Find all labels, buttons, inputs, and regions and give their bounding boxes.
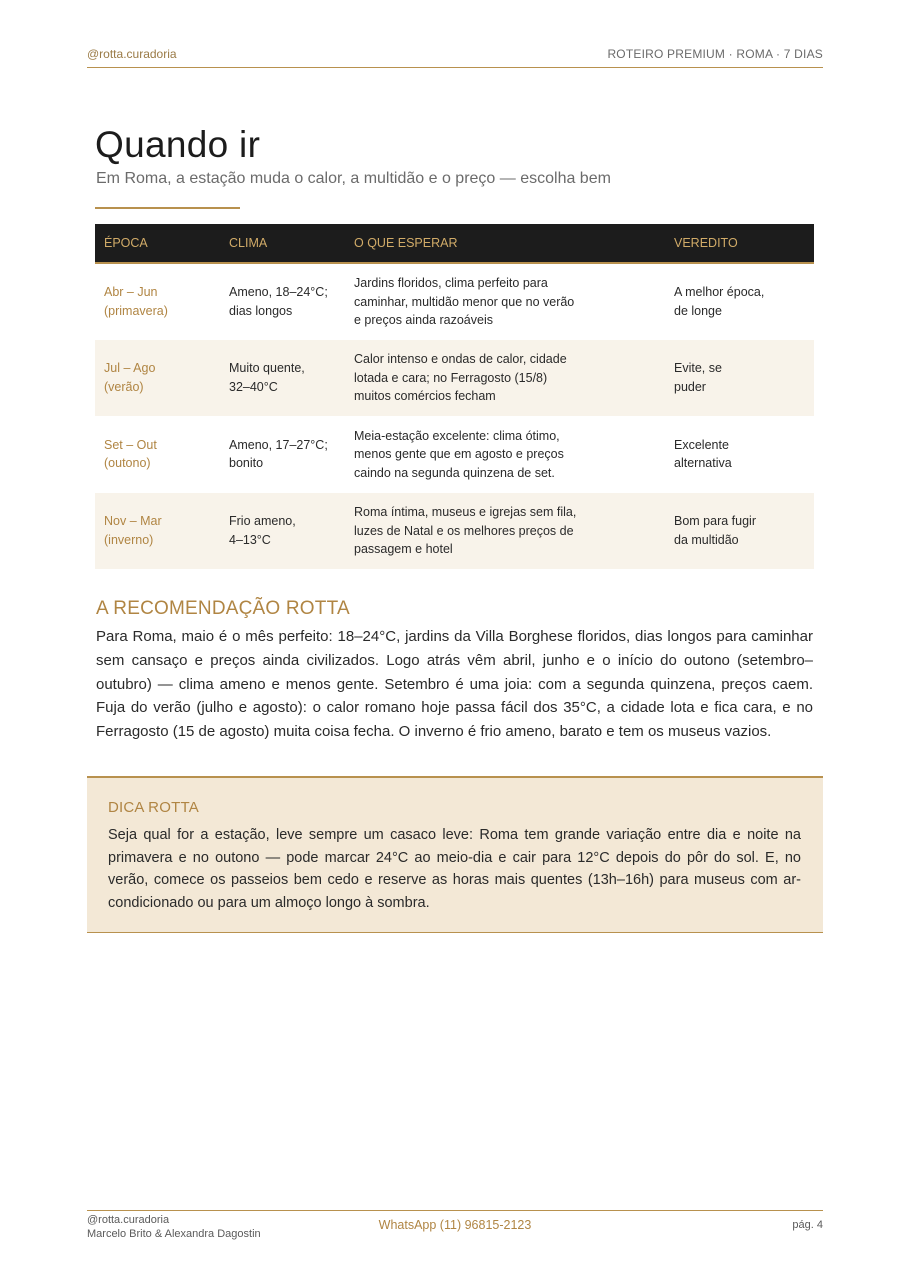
recommendation-title: A RECOMENDAÇÃO ROTTA <box>96 598 350 619</box>
expect-cell: Calor intenso e ondas de calor, cidade lotada e cara; no Ferragosto (15/8) muitos comércios fecham <box>345 340 665 417</box>
col-header-climate: CLIMA <box>220 224 345 263</box>
recommendation-text: Para Roma, maio é o mês perfeito: 18–24°C, jardins da Villa Borghese floridos, dias longos para caminhar sem cansaço e preços ainda civilizados. Logo atrás vêm abril, junho e o início do outono (setembro–outubro) — clima ameno e menos gente. Setembro é uma joia: com a segunda quinzena, preços caem. Fuja do verão (julho e agosto): o calor romano hoje passa fácil dos 35°C, a cidade lota e fica cara, e no Ferragosto (15 de agosto) muita coisa fecha. O inverno é frio ameno, barato e tem os museus vazios. <box>96 628 813 741</box>
page-subtitle: Em Roma, a estação muda o calor, a multidão e o preço — escolha bem <box>96 170 611 187</box>
footer-handle: @rotta.curadoria <box>87 1214 170 1226</box>
page-header <box>87 46 823 68</box>
climate-cell: Ameno, 17–27°C; bonito <box>220 416 345 493</box>
table-row <box>95 493 814 570</box>
expect-cell: Jardins floridos, clima perfeito para caminhar, multidão menor que no verão e preços ainda razoáveis <box>345 263 665 340</box>
climate-cell: Frio ameno, 4–13°C <box>220 493 345 570</box>
title-rule <box>95 207 240 209</box>
page-footer <box>87 1210 823 1251</box>
table-row <box>95 263 814 340</box>
whatsapp-link[interactable]: WhatsApp (11) 96815-2123 <box>378 1218 532 1232</box>
col-header-verdict: VEREDITO <box>665 224 814 263</box>
seasons-table <box>95 224 814 569</box>
epoch-cell: Set – Out (outono) <box>95 416 220 493</box>
epoch-cell: Jul – Ago (verão) <box>95 340 220 417</box>
page-title: Quando ir <box>95 124 261 165</box>
tip-text: Seja qual for a estação, leve sempre um casaco leve: Roma tem grande variação entre dia e noite na primavera e no outono — pode marcar 24°C ao meio-dia e cair para 12°C depois do pôr do sol. E, no verão, comece os passeios bem cedo e reserve as horas mais quentes (13h–16h) para museus com ar-condicionado ou para um almoço longo à sombra. <box>108 827 801 911</box>
tip-box <box>87 776 823 933</box>
table-row <box>95 416 814 493</box>
col-header-epoch: ÉPOCA <box>95 224 220 263</box>
verdict-cell: Evite, se puder <box>665 340 814 417</box>
climate-cell: Muito quente, 32–40°C <box>220 340 345 417</box>
header-doc-label: ROTEIRO PREMIUM · ROMA · 7 DIAS <box>607 47 823 61</box>
footer-authors: Marcelo Brito & Alexandra Dagostin <box>87 1228 261 1240</box>
verdict-cell: Excelente alternativa <box>665 416 814 493</box>
table-header-row <box>95 224 814 263</box>
verdict-cell: Bom para fugir da multidão <box>665 493 814 570</box>
col-header-expect: O QUE ESPERAR <box>345 224 665 263</box>
table-row <box>95 340 814 417</box>
page-number: pág. 4 <box>792 1219 823 1231</box>
header-handle: @rotta.curadoria <box>87 47 177 61</box>
epoch-cell: Abr – Jun (primavera) <box>95 263 220 340</box>
expect-cell: Meia-estação excelente: clima ótimo, menos gente que em agosto e preços caindo na segunda quinzena de set. <box>345 416 665 493</box>
tip-title: DICA ROTTA <box>108 799 199 816</box>
expect-cell: Roma íntima, museus e igrejas sem fila, luzes de Natal e os melhores preços de passagem e hotel <box>345 493 665 570</box>
climate-cell: Ameno, 18–24°C; dias longos <box>220 263 345 340</box>
epoch-cell: Nov – Mar (inverno) <box>95 493 220 570</box>
verdict-cell: A melhor época, de longe <box>665 263 814 340</box>
